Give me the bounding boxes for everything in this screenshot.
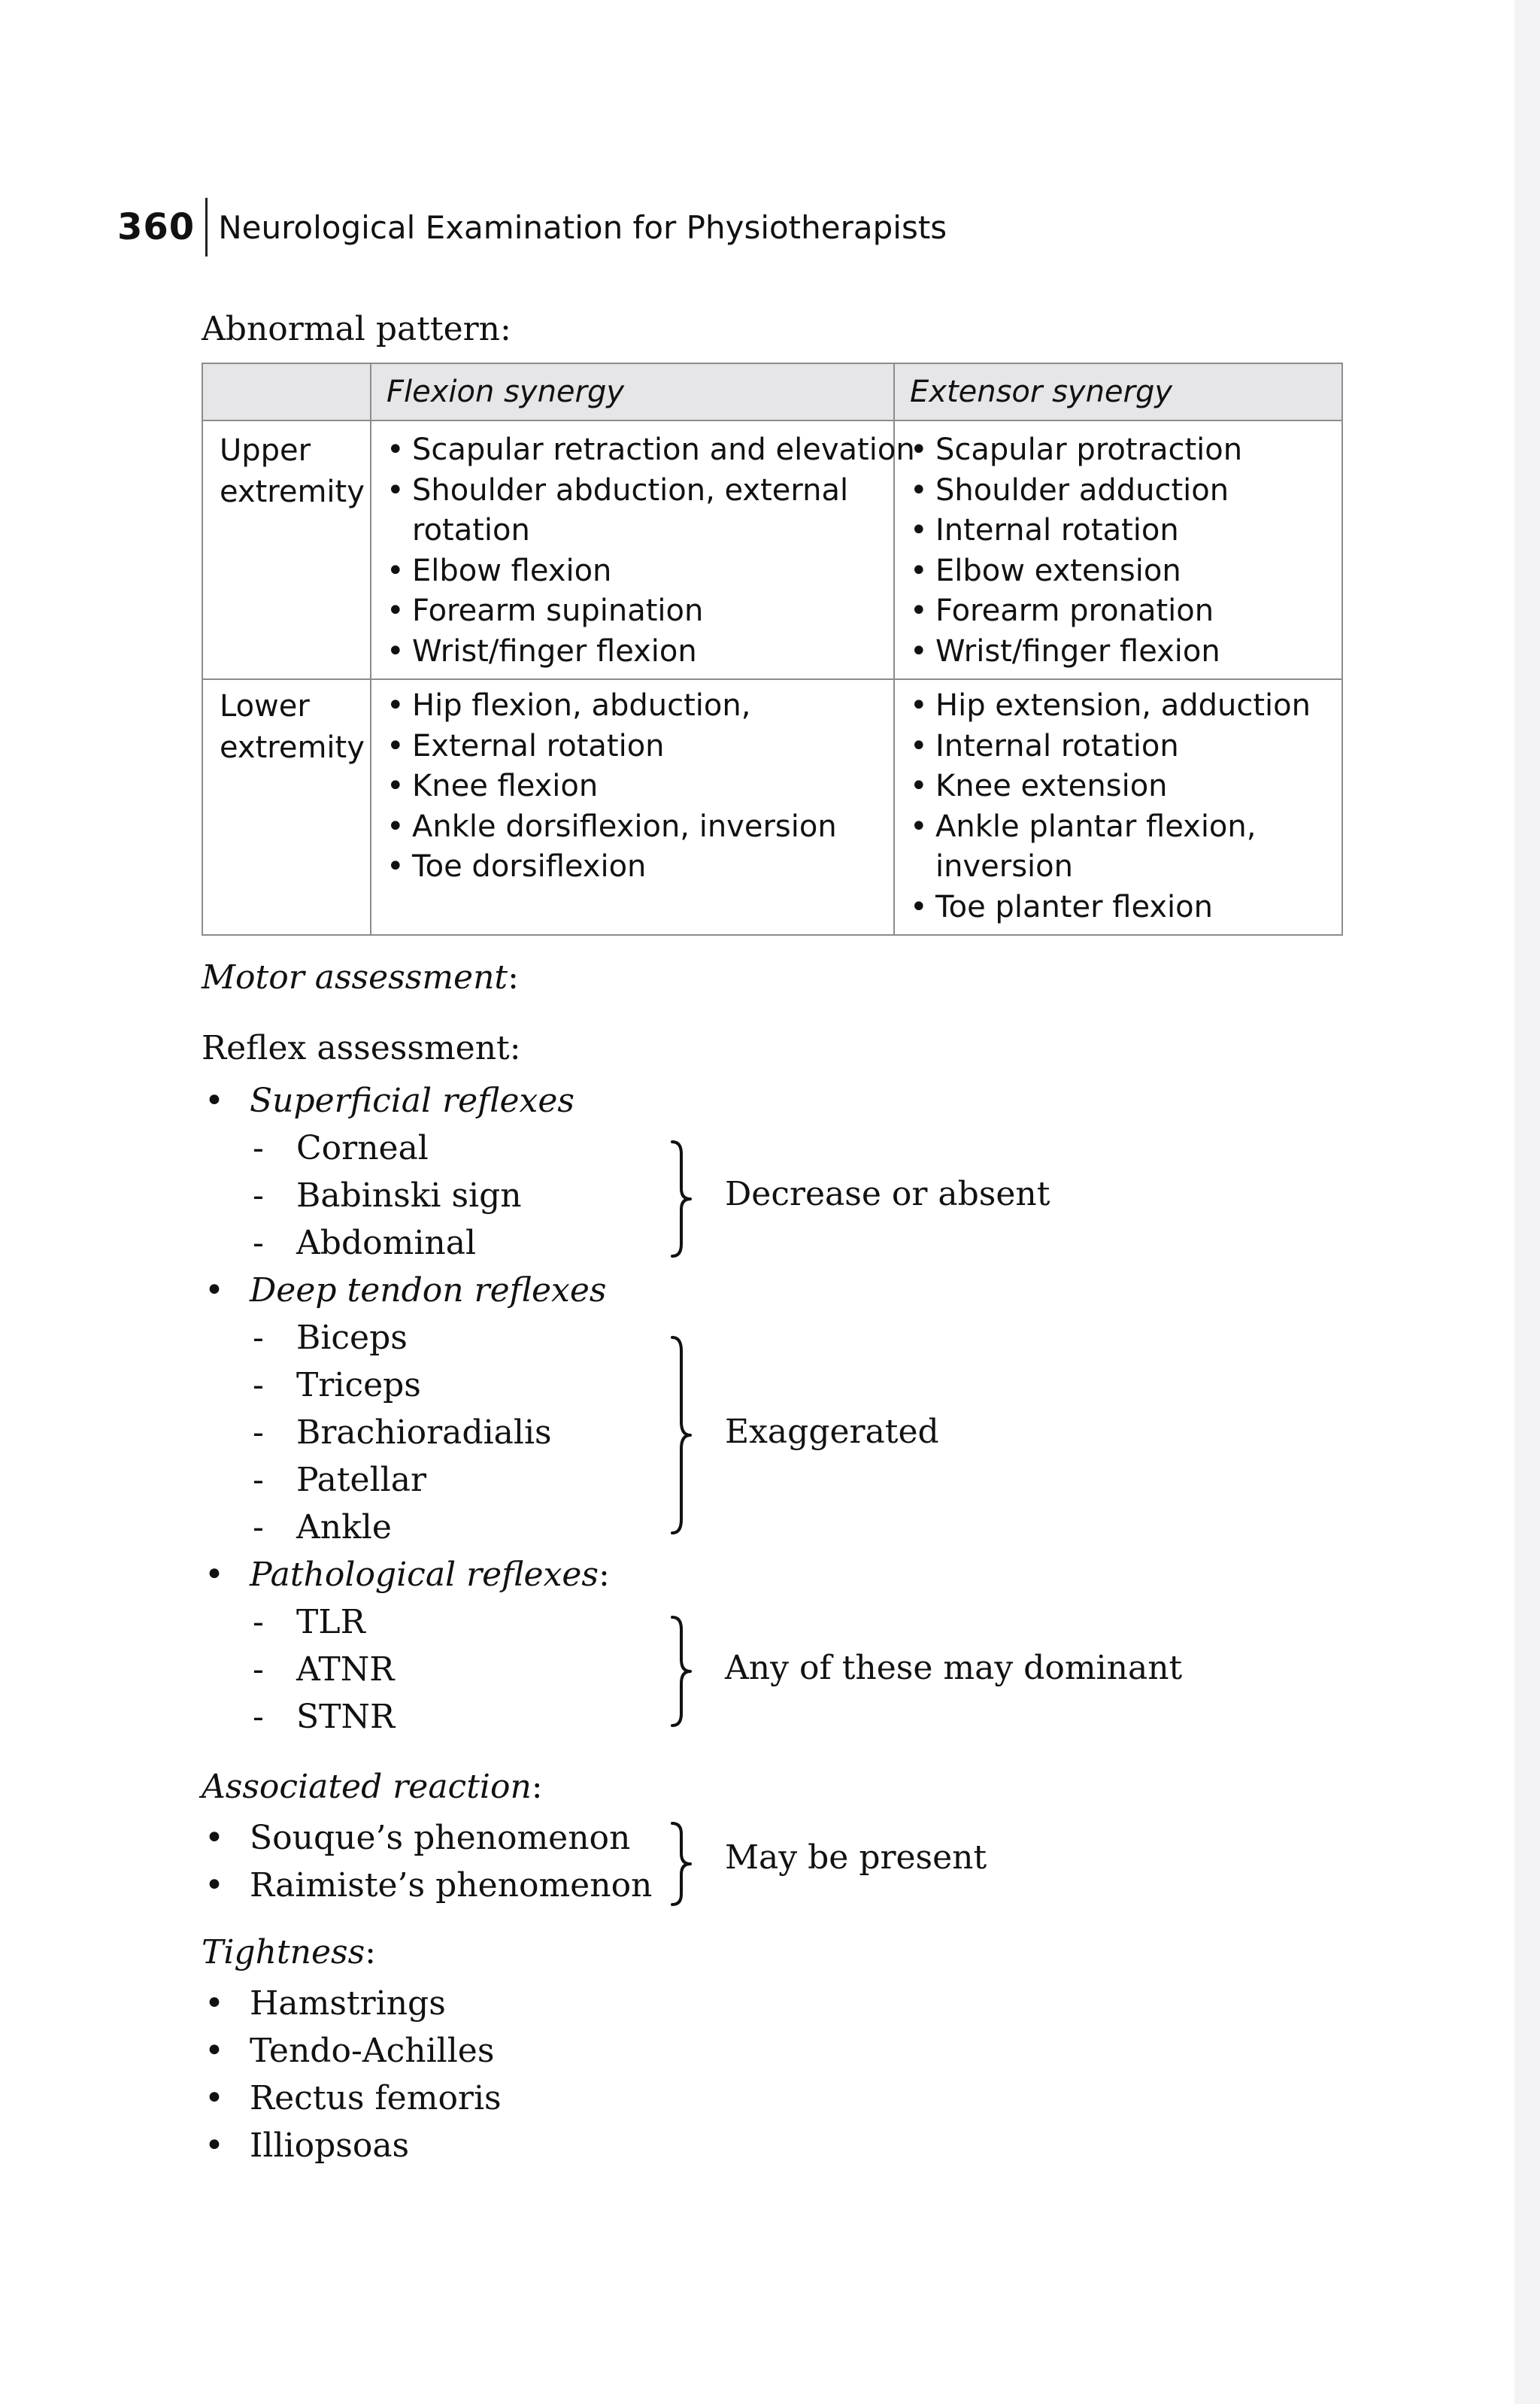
table-list-item: • Internal rotation xyxy=(895,727,1311,767)
reflex-list xyxy=(202,1077,610,1741)
table-list-item: • Scapular protraction xyxy=(895,430,1242,471)
list-item: • Tendo-Achilles xyxy=(202,2027,502,2075)
list-item: • Raimiste’s phenomenon xyxy=(202,1862,652,1909)
running-header xyxy=(117,197,947,257)
abnormal-pattern-heading: Abnormal pattern: xyxy=(202,310,511,348)
table-list-item: • Knee flexion xyxy=(371,766,837,807)
table-list-item: • Elbow flexion xyxy=(371,551,915,592)
reflex-assessment-heading: Reflex assessment: xyxy=(202,1029,521,1067)
table-list-item: • Forearm pronation xyxy=(895,591,1242,632)
tightness-list xyxy=(202,1980,502,2169)
list-item: - Triceps xyxy=(202,1361,610,1409)
lower-extensor-list xyxy=(895,686,1311,927)
table-list-item: • External rotation xyxy=(371,727,837,767)
row-label-upper-extremity: Upper extremity xyxy=(220,433,365,509)
associated-reaction-heading xyxy=(202,1768,543,1806)
lower-flexion-list xyxy=(371,686,837,888)
list-item: - Biceps xyxy=(202,1314,610,1361)
brace xyxy=(668,1333,698,1537)
list-item: - STNR xyxy=(202,1693,610,1741)
list-item: • Souque’s phenomenon xyxy=(202,1814,652,1862)
tightness-colon: : xyxy=(365,1933,376,1971)
list-item: • Hamstrings xyxy=(202,1980,502,2027)
list-item: - Brachioradialis xyxy=(202,1409,610,1456)
associated-reaction-note: May be present xyxy=(725,1838,987,1877)
upper-extensor-list xyxy=(895,430,1242,672)
list-item: - ATNR xyxy=(202,1646,610,1693)
superficial-reflexes-title: Superficial reflexes xyxy=(250,1082,574,1120)
list-item xyxy=(202,1267,610,1314)
table-list-item-continuation: inversion xyxy=(935,849,1073,884)
list-item: - Ankle xyxy=(202,1504,610,1551)
row-label-lower-extremity: Lower extremity xyxy=(220,689,365,765)
motor-assessment-label: Motor assessment xyxy=(202,958,508,997)
pathological-reflexes-colon: : xyxy=(599,1556,610,1594)
header-flexion-synergy: Flexion synergy xyxy=(387,375,625,409)
superficial-note: Decrease or absent xyxy=(725,1175,1050,1213)
pathological-reflexes-title: Pathological reflexes xyxy=(250,1556,599,1594)
upper-flexion-list xyxy=(371,430,915,672)
table-list-item: • Forearm supination xyxy=(371,591,915,632)
list-item: - Babinski sign xyxy=(202,1172,610,1219)
list-item: • Rectus femoris xyxy=(202,2075,502,2122)
brace xyxy=(668,1819,698,1909)
table-list-item-continuation: rotation xyxy=(412,513,530,548)
table-list-item: • Wrist/finger flexion xyxy=(895,632,1242,672)
associated-reaction-label: Associated reaction xyxy=(202,1768,532,1806)
pathological-note: Any of these may dominant xyxy=(725,1649,1183,1687)
book-title: Neurological Examination for Physiotherapists xyxy=(218,208,947,246)
table-list-item: • Scapular retraction and elevation xyxy=(371,430,915,471)
table-list-item: • Internal rotation xyxy=(895,511,1242,551)
table-list-item: • Shoulder adduction xyxy=(895,471,1242,511)
table-list-item: • Ankle dorsiflexion, inversion xyxy=(371,807,837,848)
table-list-item: • Ankle plantar flexion, xyxy=(895,807,1311,848)
header-extensor-synergy: Extensor synergy xyxy=(910,375,1173,409)
row-divider xyxy=(203,678,1341,680)
list-item: • Illiopsoas xyxy=(202,2122,502,2169)
deep-tendon-reflexes-title: Deep tendon reflexes xyxy=(250,1271,607,1310)
page-edge xyxy=(1514,0,1540,2404)
brace xyxy=(668,1613,698,1730)
table-list-item: • Knee extension xyxy=(895,766,1311,807)
page-number: 360 xyxy=(117,206,196,248)
table-list-item: • Toe dorsiflexion xyxy=(371,847,837,888)
motor-assessment-colon: : xyxy=(508,958,519,997)
list-item: - Patellar xyxy=(202,1456,610,1504)
table-list-item: • Hip flexion, abduction, xyxy=(371,686,837,727)
associated-reaction-colon: : xyxy=(531,1768,543,1806)
tightness-label: Tightness xyxy=(202,1933,365,1971)
header-divider xyxy=(205,198,208,256)
list-item: - TLR xyxy=(202,1598,610,1646)
synergy-table xyxy=(202,363,1343,936)
associated-reaction-list xyxy=(202,1814,652,1909)
list-item: - Abdominal xyxy=(202,1219,610,1267)
table-list-item: • Toe planter flexion xyxy=(895,888,1311,928)
list-item xyxy=(202,1077,610,1125)
list-item xyxy=(202,1551,610,1598)
list-item: - Corneal xyxy=(202,1125,610,1172)
table-list-item: • Hip extension, adduction xyxy=(895,686,1311,727)
deep-tendon-note: Exaggerated xyxy=(725,1413,939,1451)
table-list-item: • Wrist/finger flexion xyxy=(371,632,915,672)
tightness-heading xyxy=(202,1933,376,1971)
table-list-item: • Elbow extension xyxy=(895,551,1242,592)
motor-assessment-heading xyxy=(202,958,519,997)
brace xyxy=(668,1137,698,1261)
table-list-item: • Shoulder abduction, external xyxy=(371,471,915,511)
